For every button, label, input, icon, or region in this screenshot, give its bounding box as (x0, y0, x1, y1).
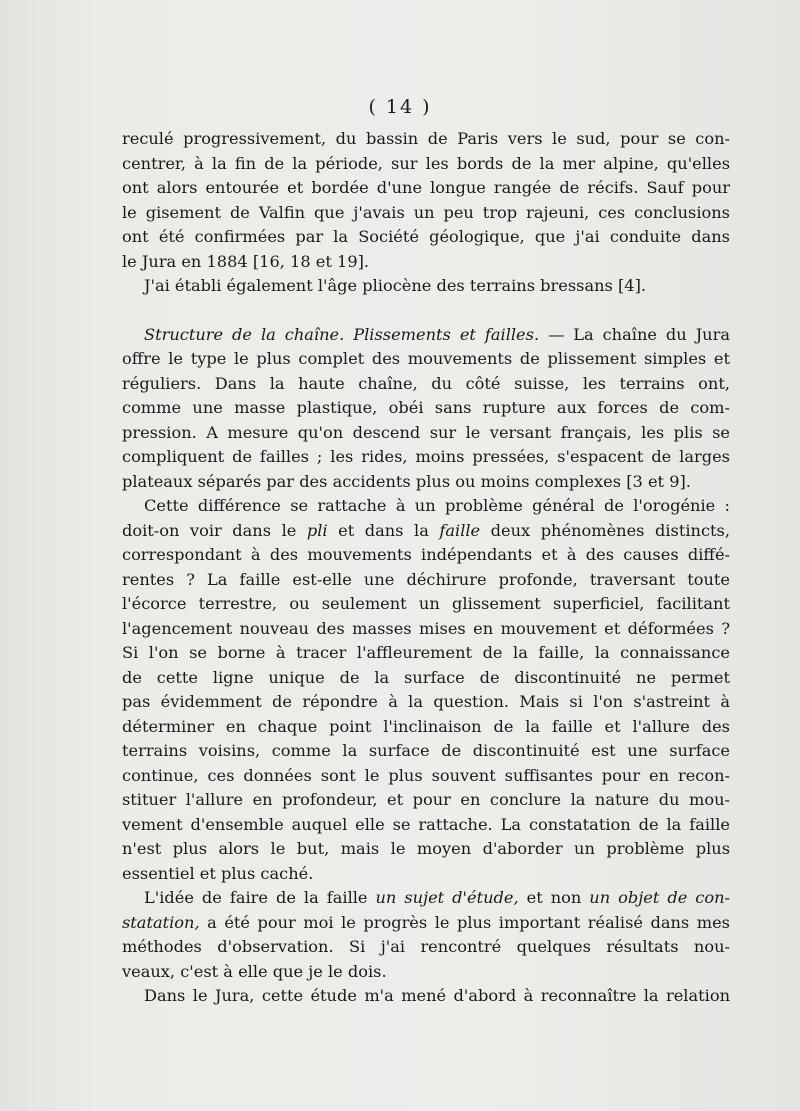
text-line: Si l'on se borne à tracer l'affleurement de la faille, la connaissance (122, 643, 730, 662)
text-line: veaux, c'est à elle que je le dois. (122, 961, 387, 981)
text-line: l'écorce terrestre, ou seulement un glissement superficiel, facilitant (122, 594, 730, 613)
text-line: stituer l'allure en profondeur, et pour en conclure la nature du mou- (122, 790, 730, 809)
page-number: ( 14 ) (368, 96, 432, 118)
text-line: correspondant à des mouvements indépendants et à des causes diffé- (122, 545, 730, 564)
text-line: l'agencement nouveau des masses mises en mouvement et déformées ? (122, 618, 730, 638)
text-line: terrains voisins, comme la surface de discontinuité est une surface (122, 741, 730, 760)
body-text (122, 127, 730, 1009)
text-line: ont été confirmées par la Société géologique, que j'ai conduite dans (122, 227, 730, 246)
paragraph (122, 127, 730, 274)
text-line: reculé progressivement, du bassin de Paris vers le sud, pour se con- (122, 129, 730, 148)
text-run: — La chaîne du Jura (539, 324, 730, 344)
italic-term: un objet de con- (589, 888, 731, 907)
text-line: vement d'ensemble auquel elle se rattache. La constatation de la faille (122, 814, 730, 834)
paragraph (122, 494, 730, 886)
paragraph (122, 984, 730, 1009)
text-line: méthodes d'observation. Si j'ai rencontré quelques résultats nou- (122, 937, 730, 956)
text-run: doit-on voir dans le (122, 520, 307, 540)
text-line: comme une masse plastique, obéi sans rupture aux forces de com- (122, 398, 730, 417)
text-line: Dans le Jura, cette étude m'a mené d'abord à reconnaître la relation (144, 986, 730, 1005)
text-line (122, 323, 730, 348)
text-line: J'ai établi également l'âge pliocène des terrains bressans [4]. (144, 276, 647, 295)
text-run: deux phénomènes distincts, (480, 520, 730, 540)
text-line: Cette différence se rattache à un problème général de l'orogénie : (144, 496, 730, 515)
text-line: plateaux séparés par des accidents plus ou moins complexes [3 et 9]. (122, 471, 691, 491)
text-line: le Jura en 1884 [16, 18 et 19]. (122, 251, 370, 271)
paragraph (122, 274, 730, 299)
italic-term: faille (439, 520, 481, 540)
italic-term: pli (306, 520, 328, 540)
text-line (122, 886, 730, 911)
text-run: et non (518, 888, 590, 907)
text-line: pression. A mesure qu'on descend sur le versant français, les plis se (122, 422, 730, 442)
paragraph (122, 886, 730, 984)
text-line: rentes ? La faille est-elle une déchirure profonde, traversant toute (122, 569, 730, 589)
text-line: centrer, à la fin de la période, sur les bords de la mer alpine, qu'elles (122, 153, 730, 173)
text-line: réguliers. Dans la haute chaîne, du côté suisse, les terrains ont, (122, 373, 730, 393)
text-line (122, 911, 730, 936)
text-line: ont alors entourée et bordée d'une longue rangée de récifs. Sauf pour (122, 178, 730, 197)
section-gap (122, 299, 730, 323)
text-line: offre le type le plus complet des mouvements de plissement simples et (122, 349, 730, 368)
text-line: essentiel et plus caché. (122, 863, 314, 883)
text-line: continue, ces données sont le plus souvent suffisantes pour en recon- (122, 765, 730, 785)
text-line: déterminer en chaque point l'inclinaison de la faille et l'allure des (122, 716, 730, 736)
text-line: n'est plus alors le but, mais le moyen d'aborder un problème plus (122, 839, 730, 858)
text-run: et dans la (327, 520, 440, 540)
text-run: a été pour moi le progrès le plus important réalisé dans mes (199, 912, 730, 932)
section-heading: Structure de la chaîne. Plissements et failles. (144, 324, 540, 344)
text-line: compliquent de failles ; les rides, moins pressées, s'espacent de larges (122, 447, 730, 466)
italic-term: un sujet d'étude, (375, 888, 519, 907)
text-run: L'idée de faire de la faille (144, 888, 376, 907)
text-line: de cette ligne unique de la surface de discontinuité ne permet (122, 667, 730, 687)
text-line (122, 519, 730, 544)
text-line: le gisement de Valfin que j'avais un peu trop rajeuni, ces conclusions (122, 202, 730, 222)
paragraph-structure (122, 323, 730, 495)
text-line: pas évidemment de répondre à la question. Mais si l'on s'astreint à (122, 692, 730, 711)
italic-term: statation, (122, 912, 200, 932)
